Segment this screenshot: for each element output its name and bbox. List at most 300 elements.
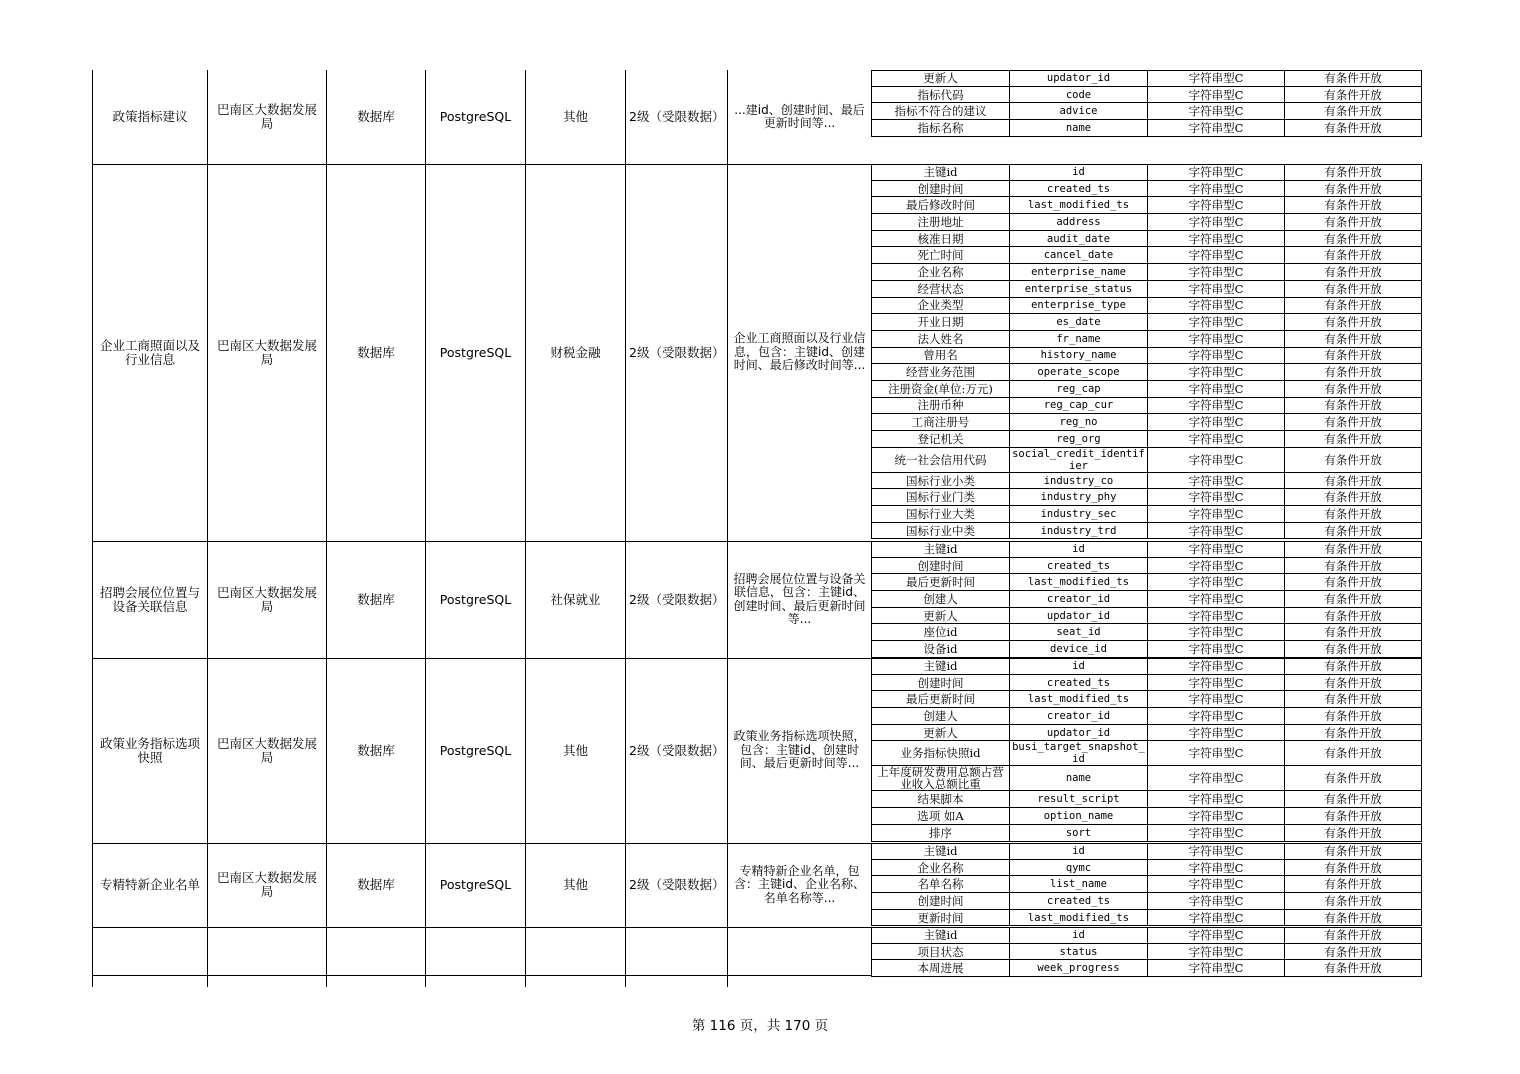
entry-db	[425, 927, 525, 987]
field-open-status: 有条件开放	[1284, 314, 1421, 330]
field-code: fr_name	[1009, 331, 1147, 347]
field-row	[872, 675, 1421, 692]
field-type: 字符串型C	[1147, 574, 1284, 590]
field-code: id	[1009, 165, 1147, 180]
field-name: 国标行业大类	[906, 506, 975, 521]
field-row	[872, 448, 1421, 473]
field-code: id	[1009, 844, 1147, 859]
field-name: 业务指标快照id	[900, 746, 981, 761]
field-name: 统一社会信用代码	[894, 452, 987, 467]
entry-level: 2级（受限数据）	[625, 541, 727, 658]
field-open-status: 有条件开放	[1284, 298, 1421, 314]
field-type: 字符串型C	[1147, 165, 1284, 180]
field-name: 上年度研发费用总额占营业收入总额比重	[877, 765, 1004, 792]
catalog-entry	[92, 541, 1422, 658]
field-open-status: 有条件开放	[1284, 825, 1421, 841]
field-code: address	[1009, 214, 1147, 230]
field-open-status: 有条件开放	[1284, 910, 1421, 926]
field-type: 字符串型C	[1147, 808, 1284, 824]
field-name: 死亡时间	[917, 248, 964, 263]
field-type: 字符串型C	[1147, 624, 1284, 640]
field-name: 结果脚本	[917, 792, 964, 807]
field-name: 座位id	[923, 625, 958, 640]
field-row	[872, 641, 1421, 658]
field-type: 字符串型C	[1147, 489, 1284, 505]
field-name: 更新人	[923, 71, 958, 86]
entry-department	[207, 927, 326, 987]
field-open-status: 有条件开放	[1284, 624, 1421, 640]
field-type: 字符串型C	[1147, 331, 1284, 347]
field-type: 字符串型C	[1147, 87, 1284, 103]
field-name: 法人姓名	[917, 331, 964, 346]
field-type: 字符串型C	[1147, 247, 1284, 263]
field-open-status: 有条件开放	[1284, 960, 1421, 976]
field-name: 创建时间	[917, 558, 964, 573]
field-row	[872, 591, 1421, 608]
field-row	[872, 825, 1421, 842]
field-list	[871, 927, 1422, 977]
field-code: device_id	[1009, 641, 1147, 657]
catalog-entry	[92, 843, 1422, 927]
field-list	[871, 658, 1422, 842]
field-open-status: 有条件开放	[1284, 876, 1421, 892]
field-type: 字符串型C	[1147, 103, 1284, 119]
field-code: option_name	[1009, 808, 1147, 824]
field-name: 主键id	[923, 844, 958, 859]
field-type: 字符串型C	[1147, 910, 1284, 926]
field-type: 字符串型C	[1147, 71, 1284, 86]
entry-department: 巴南区大数据发展局	[207, 843, 326, 927]
field-type: 字符串型C	[1147, 876, 1284, 892]
entry-description	[727, 927, 871, 987]
field-row	[872, 431, 1421, 448]
entry-db: PostgreSQL	[425, 541, 525, 658]
field-type: 字符串型C	[1147, 298, 1284, 314]
field-row	[872, 489, 1421, 506]
field-name: 创建时间	[917, 893, 964, 908]
field-code: industry_sec	[1009, 506, 1147, 522]
entry-name: 招聘会展位位置与设备关联信息	[92, 541, 207, 658]
field-name: 开业日期	[917, 315, 964, 330]
field-row	[872, 741, 1421, 766]
field-row	[872, 608, 1421, 625]
field-name: 国标行业门类	[906, 490, 975, 505]
field-open-status: 有条件开放	[1284, 231, 1421, 247]
field-code: last_modified_ts	[1009, 691, 1147, 707]
field-type: 字符串型C	[1147, 364, 1284, 380]
field-name: 注册地址	[917, 214, 964, 229]
field-name: 名单名称	[917, 877, 964, 892]
field-name: 设备id	[923, 641, 958, 656]
field-row	[872, 910, 1421, 927]
field-open-status: 有条件开放	[1284, 348, 1421, 364]
entry-name	[92, 927, 207, 987]
field-name: 项目状态	[917, 944, 964, 959]
field-row	[872, 197, 1421, 214]
field-code: name	[1009, 766, 1147, 790]
field-name: 主键id	[923, 928, 958, 943]
field-row	[872, 944, 1421, 961]
field-row	[872, 414, 1421, 431]
entry-name: 政策业务指标选项快照	[92, 658, 207, 843]
entry-level	[625, 927, 727, 987]
field-row	[872, 348, 1421, 365]
entry-level: 2级（受限数据）	[625, 70, 727, 164]
entry-category: 其他	[525, 70, 625, 164]
catalog-table	[92, 71, 1422, 976]
field-name: 经营业务范围	[906, 365, 975, 380]
entry-department: 巴南区大数据发展局	[207, 164, 326, 541]
field-code: created_ts	[1009, 675, 1147, 691]
field-row	[872, 876, 1421, 893]
field-row	[872, 574, 1421, 591]
field-code: audit_date	[1009, 231, 1147, 247]
field-code: enterprise_type	[1009, 298, 1147, 314]
field-type: 字符串型C	[1147, 506, 1284, 522]
field-list	[871, 164, 1422, 539]
field-code: id	[1009, 659, 1147, 674]
field-row	[872, 927, 1421, 944]
field-type: 字符串型C	[1147, 314, 1284, 330]
field-code: created_ts	[1009, 181, 1147, 197]
entry-level: 2级（受限数据）	[625, 164, 727, 541]
field-open-status: 有条件开放	[1284, 591, 1421, 607]
field-name: 最后更新时间	[906, 575, 975, 590]
entry-db: PostgreSQL	[425, 164, 525, 541]
field-code: creator_id	[1009, 708, 1147, 724]
field-row	[872, 541, 1421, 558]
field-row	[872, 473, 1421, 490]
field-type: 字符串型C	[1147, 708, 1284, 724]
catalog-entry	[92, 658, 1422, 843]
field-row	[872, 281, 1421, 298]
page-footer: 第 116 页，共 170 页	[691, 1018, 829, 1034]
field-type: 字符串型C	[1147, 181, 1284, 197]
entry-description: 企业工商照面以及行业信息，包含：主键id、创建时间、最后修改时间等...	[727, 164, 871, 541]
field-type: 字符串型C	[1147, 860, 1284, 876]
field-open-status: 有条件开放	[1284, 165, 1421, 180]
entry-category: 其他	[525, 658, 625, 843]
field-type: 字符串型C	[1147, 348, 1284, 364]
field-open-status: 有条件开放	[1284, 181, 1421, 197]
field-open-status: 有条件开放	[1284, 944, 1421, 960]
field-open-status: 有条件开放	[1284, 675, 1421, 691]
row-divider	[92, 164, 871, 165]
entry-type: 数据库	[326, 843, 425, 927]
field-type: 字符串型C	[1147, 448, 1284, 472]
field-name: 更新时间	[917, 910, 964, 925]
field-type: 字符串型C	[1147, 264, 1284, 280]
field-open-status: 有条件开放	[1284, 766, 1421, 790]
field-row	[872, 523, 1421, 540]
field-code: id	[1009, 542, 1147, 557]
field-code: reg_org	[1009, 431, 1147, 447]
field-type: 字符串型C	[1147, 214, 1284, 230]
field-open-status: 有条件开放	[1284, 893, 1421, 909]
field-row	[872, 364, 1421, 381]
field-name: 企业名称	[917, 860, 964, 875]
field-type: 字符串型C	[1147, 231, 1284, 247]
entry-description: 专精特新企业名单，包含：主键id、企业名称、名单名称等...	[727, 843, 871, 927]
entry-description: ...建id、创建时间、最后更新时间等...	[727, 70, 871, 164]
entry-db: PostgreSQL	[425, 658, 525, 843]
entry-description: 政策业务指标选项快照，包含：主键id、创建时间、最后更新时间等...	[727, 658, 871, 843]
field-code: industry_trd	[1009, 523, 1147, 539]
field-row	[872, 231, 1421, 248]
field-row	[872, 164, 1421, 181]
field-open-status: 有条件开放	[1284, 506, 1421, 522]
field-name: 曾用名	[923, 348, 958, 363]
field-code: updator_id	[1009, 71, 1147, 86]
field-row	[872, 658, 1421, 675]
field-open-status: 有条件开放	[1284, 708, 1421, 724]
field-code: es_date	[1009, 314, 1147, 330]
field-row	[872, 708, 1421, 725]
field-type: 字符串型C	[1147, 558, 1284, 574]
field-type: 字符串型C	[1147, 281, 1284, 297]
field-type: 字符串型C	[1147, 675, 1284, 691]
field-open-status: 有条件开放	[1284, 608, 1421, 624]
field-row	[872, 214, 1421, 231]
entry-type: 数据库	[326, 541, 425, 658]
field-name: 主键id	[923, 542, 958, 557]
field-row	[872, 843, 1421, 860]
field-type: 字符串型C	[1147, 431, 1284, 447]
field-code: cancel_date	[1009, 247, 1147, 263]
field-open-status: 有条件开放	[1284, 214, 1421, 230]
field-code: result_script	[1009, 791, 1147, 807]
field-type: 字符串型C	[1147, 791, 1284, 807]
field-type: 字符串型C	[1147, 381, 1284, 397]
field-open-status: 有条件开放	[1284, 725, 1421, 741]
field-code: week_progress	[1009, 960, 1147, 976]
field-type: 字符串型C	[1147, 825, 1284, 841]
entry-category: 社保就业	[525, 541, 625, 658]
row-divider	[92, 541, 871, 542]
field-name: 最后修改时间	[906, 198, 975, 213]
field-code: busi_target_snapshot_id	[1009, 741, 1147, 765]
field-open-status: 有条件开放	[1284, 120, 1421, 136]
field-open-status: 有条件开放	[1284, 381, 1421, 397]
entry-db: PostgreSQL	[425, 70, 525, 164]
field-code: name	[1009, 120, 1147, 136]
field-name: 最后更新时间	[906, 692, 975, 707]
field-type: 字符串型C	[1147, 473, 1284, 489]
field-open-status: 有条件开放	[1284, 489, 1421, 505]
field-name: 更新人	[923, 725, 958, 740]
table-bottom-border	[92, 975, 871, 976]
field-name: 核准日期	[917, 231, 964, 246]
entry-type: 数据库	[326, 164, 425, 541]
field-code: id	[1009, 928, 1147, 943]
field-open-status: 有条件开放	[1284, 473, 1421, 489]
field-name: 企业名称	[917, 264, 964, 279]
field-open-status: 有条件开放	[1284, 808, 1421, 824]
field-type: 字符串型C	[1147, 944, 1284, 960]
field-type: 字符串型C	[1147, 844, 1284, 859]
field-row	[872, 808, 1421, 825]
field-type: 字符串型C	[1147, 741, 1284, 765]
field-open-status: 有条件开放	[1284, 574, 1421, 590]
row-divider	[92, 658, 871, 659]
field-open-status: 有条件开放	[1284, 197, 1421, 213]
field-open-status: 有条件开放	[1284, 791, 1421, 807]
field-type: 字符串型C	[1147, 893, 1284, 909]
entry-type: 数据库	[326, 658, 425, 843]
field-row	[872, 87, 1421, 104]
field-row	[872, 960, 1421, 977]
field-code: last_modified_ts	[1009, 574, 1147, 590]
entry-category: 财税金融	[525, 164, 625, 541]
field-code: reg_cap	[1009, 381, 1147, 397]
entry-level: 2级（受限数据）	[625, 658, 727, 843]
field-name: 指标名称	[917, 120, 964, 135]
field-open-status: 有条件开放	[1284, 87, 1421, 103]
entry-description: 招聘会展位位置与设备关联信息，包含：主键id、创建时间、最后更新时间等...	[727, 541, 871, 658]
field-type: 字符串型C	[1147, 608, 1284, 624]
field-code: enterprise_status	[1009, 281, 1147, 297]
field-code: qymc	[1009, 860, 1147, 876]
field-name: 创建人	[923, 708, 958, 723]
field-row	[872, 70, 1421, 87]
field-row	[872, 298, 1421, 315]
entry-department: 巴南区大数据发展局	[207, 658, 326, 843]
field-code: seat_id	[1009, 624, 1147, 640]
field-open-status: 有条件开放	[1284, 542, 1421, 557]
field-open-status: 有条件开放	[1284, 364, 1421, 380]
field-open-status: 有条件开放	[1284, 448, 1421, 472]
field-code: enterprise_name	[1009, 264, 1147, 280]
field-code: creator_id	[1009, 591, 1147, 607]
field-open-status: 有条件开放	[1284, 659, 1421, 674]
field-type: 字符串型C	[1147, 523, 1284, 539]
field-list	[871, 843, 1422, 926]
field-code: last_modified_ts	[1009, 197, 1147, 213]
field-open-status: 有条件开放	[1284, 431, 1421, 447]
field-open-status: 有条件开放	[1284, 264, 1421, 280]
field-code: reg_no	[1009, 414, 1147, 430]
field-row	[872, 120, 1421, 137]
field-list	[871, 70, 1422, 137]
field-row	[872, 314, 1421, 331]
field-row	[872, 860, 1421, 877]
entry-category	[525, 927, 625, 987]
entry-name: 政策指标建议	[92, 70, 207, 164]
field-type: 字符串型C	[1147, 542, 1284, 557]
field-type: 字符串型C	[1147, 960, 1284, 976]
field-name: 指标代码	[917, 87, 964, 102]
field-open-status: 有条件开放	[1284, 691, 1421, 707]
field-row	[872, 558, 1421, 575]
field-type: 字符串型C	[1147, 659, 1284, 674]
field-type: 字符串型C	[1147, 120, 1284, 136]
field-open-status: 有条件开放	[1284, 558, 1421, 574]
field-open-status: 有条件开放	[1284, 331, 1421, 347]
field-name: 本周进展	[917, 961, 964, 976]
field-code: created_ts	[1009, 558, 1147, 574]
field-row	[872, 725, 1421, 742]
field-open-status: 有条件开放	[1284, 523, 1421, 539]
field-row	[872, 398, 1421, 415]
field-open-status: 有条件开放	[1284, 844, 1421, 859]
field-open-status: 有条件开放	[1284, 71, 1421, 86]
field-name: 登记机关	[917, 431, 964, 446]
field-name: 更新人	[923, 608, 958, 623]
entry-name: 专精特新企业名单	[92, 843, 207, 927]
field-row	[872, 247, 1421, 264]
field-code: history_name	[1009, 348, 1147, 364]
field-type: 字符串型C	[1147, 197, 1284, 213]
field-code: list_name	[1009, 876, 1147, 892]
catalog-entry	[92, 70, 1422, 164]
field-open-status: 有条件开放	[1284, 247, 1421, 263]
field-open-status: 有条件开放	[1284, 398, 1421, 414]
field-code: sort	[1009, 825, 1147, 841]
field-row	[872, 893, 1421, 910]
field-row	[872, 381, 1421, 398]
field-code: created_ts	[1009, 893, 1147, 909]
entry-name: 企业工商照面以及行业信息	[92, 164, 207, 541]
entry-category: 其他	[525, 843, 625, 927]
field-code: reg_cap_cur	[1009, 398, 1147, 414]
row-divider	[92, 927, 871, 928]
field-code: social_credit_identifier	[1009, 448, 1147, 472]
field-row	[872, 264, 1421, 281]
field-name: 排序	[929, 825, 952, 840]
field-type: 字符串型C	[1147, 928, 1284, 943]
field-type: 字符串型C	[1147, 398, 1284, 414]
field-code: industry_co	[1009, 473, 1147, 489]
entry-department: 巴南区大数据发展局	[207, 541, 326, 658]
field-open-status: 有条件开放	[1284, 281, 1421, 297]
field-open-status: 有条件开放	[1284, 641, 1421, 657]
field-name: 国标行业中类	[906, 523, 975, 538]
field-name: 注册币种	[917, 398, 964, 413]
field-row	[872, 691, 1421, 708]
field-code: code	[1009, 87, 1147, 103]
entry-db: PostgreSQL	[425, 843, 525, 927]
field-open-status: 有条件开放	[1284, 860, 1421, 876]
field-row	[872, 103, 1421, 120]
field-name: 主键id	[923, 165, 958, 180]
catalog-entry	[92, 164, 1422, 541]
row-divider	[92, 843, 871, 844]
field-open-status: 有条件开放	[1284, 928, 1421, 943]
field-name: 工商注册号	[911, 415, 970, 430]
entry-type	[326, 927, 425, 987]
field-name: 主键id	[923, 659, 958, 674]
field-name: 创建时间	[917, 181, 964, 196]
entry-type: 数据库	[326, 70, 425, 164]
field-name: 指标不符合的建议	[894, 104, 987, 119]
field-code: operate_scope	[1009, 364, 1147, 380]
field-code: advice	[1009, 103, 1147, 119]
field-name: 选项 如A	[917, 808, 964, 823]
field-name: 企业类型	[917, 298, 964, 313]
field-type: 字符串型C	[1147, 414, 1284, 430]
field-name: 创建时间	[917, 675, 964, 690]
field-code: updator_id	[1009, 608, 1147, 624]
field-type: 字符串型C	[1147, 766, 1284, 790]
field-open-status: 有条件开放	[1284, 414, 1421, 430]
field-type: 字符串型C	[1147, 691, 1284, 707]
entry-level: 2级（受限数据）	[625, 843, 727, 927]
field-row	[872, 506, 1421, 523]
field-row	[872, 331, 1421, 348]
field-type: 字符串型C	[1147, 641, 1284, 657]
field-name: 国标行业小类	[906, 473, 975, 488]
field-code: status	[1009, 944, 1147, 960]
